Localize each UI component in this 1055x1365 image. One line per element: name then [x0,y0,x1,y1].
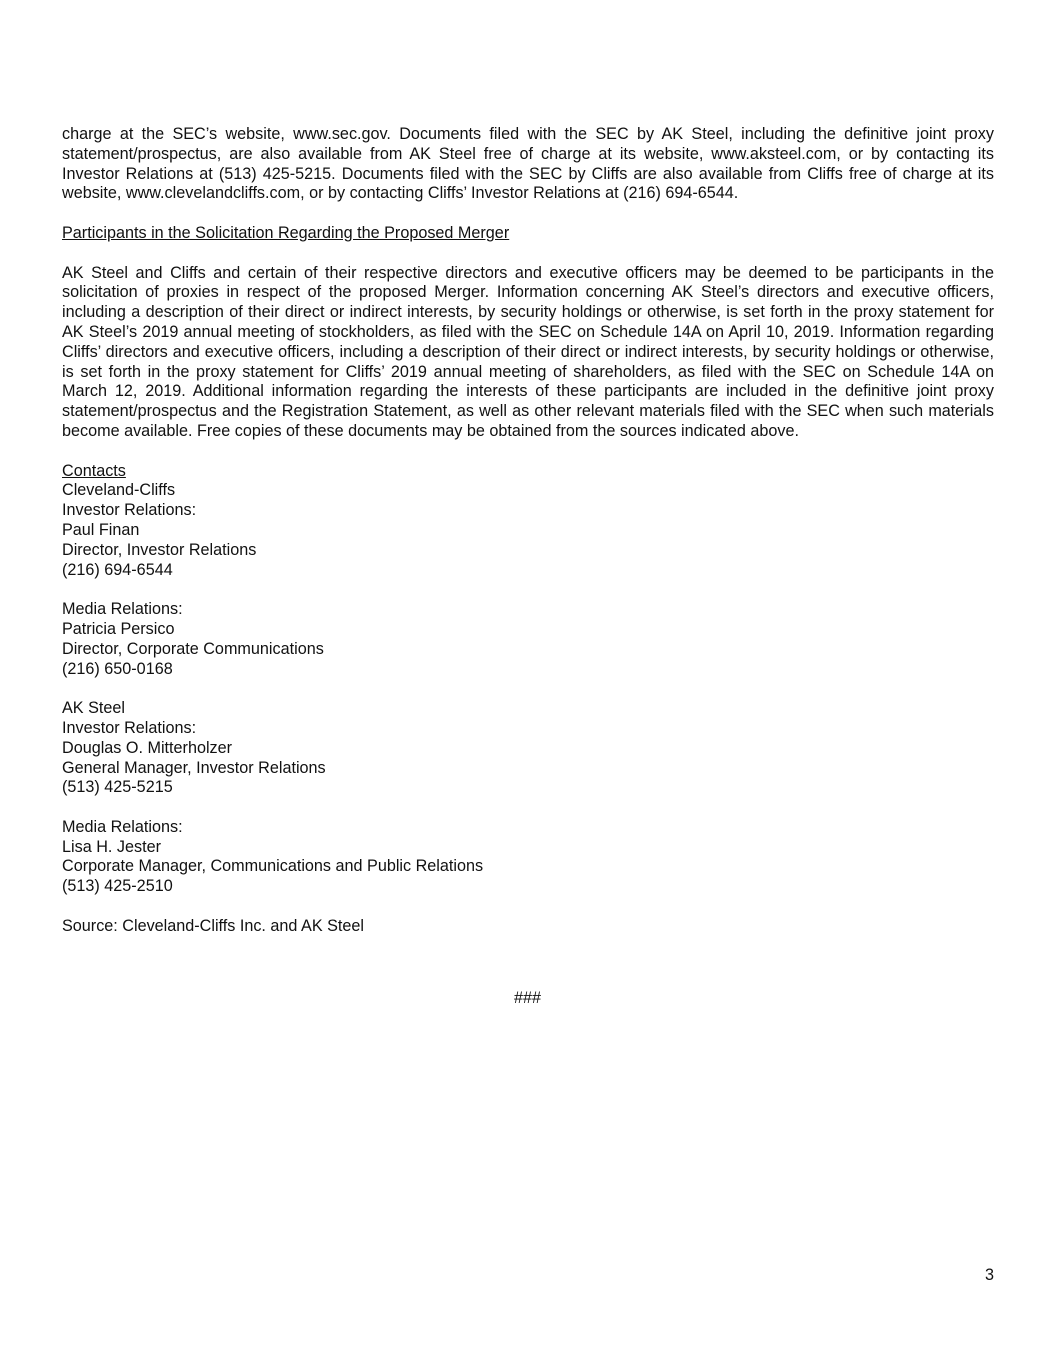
participants-paragraph: AK Steel and Cliffs and certain of their respective directors and executive officers may be deemed to be participants in the solicitation of proxies in respect of the proposed Merger. Information concerning AK Steel’s directors and executive officers, including a description of their direct or indirect interests, by security holdings or otherwise, is set forth in the proxy statement for AK Steel’s 2019 annual meeting of stockholders, as filed with the SEC on Schedule 14A on April 10, 2019. Information regarding Cliffs’ directors and executive officers, including a description of their direct or indirect interests, by security holdings or otherwise, is set forth in the proxy statement for Cliffs’ 2019 annual meeting of shareholders, as filed with the SEC on Schedule 14A on March 12, 2019. Additional information regarding the interests of these participants are included in the definitive joint proxy statement/prospectus and the Registration Statement, as well as other relevant materials filed with the SEC when such materials become available. Free copies of these documents may be obtained from the sources indicated above. [62,263,994,440]
cliffs-investor-title: Director, Investor Relations [62,540,257,559]
contacts-heading: Contacts [62,461,126,480]
aksteel-media-name: Lisa H. Jester [62,837,161,856]
cliffs-company-name: Cleveland-Cliffs [62,481,176,500]
spacer [62,580,994,600]
cliffs-investor-phone: (216) 694-6544 [62,560,173,579]
aksteel-media-phone: (513) 425-2510 [62,877,173,896]
cliffs-investor-label: Investor Relations: [62,501,197,520]
contacts-section [62,462,994,937]
aksteel-investor-name: Douglas O. Mitterholzer [62,738,233,757]
spacer [62,679,994,699]
aksteel-investor-phone: (513) 425-5215 [62,778,173,797]
spacer [62,897,994,917]
spacer [62,798,994,818]
cliffs-contacts [62,481,994,679]
aksteel-media-label: Media Relations: [62,817,183,836]
aksteel-contacts [62,699,994,897]
cliffs-media-name: Patricia Persico [62,619,175,638]
cliffs-media-label: Media Relations: [62,600,183,619]
page-number: 3 [984,1266,994,1284]
cliffs-media-phone: (216) 650-0168 [62,659,173,678]
availability-paragraph: charge at the SEC’s website, www.sec.gov. Documents filed with the SEC by AK Steel, including the definitive joint proxy statement/prospectus, are also available from AK Steel free of charge at its website, www.aksteel.com, or by contacting its Investor Relations at (513) 425-5215. Documents filed with the SEC by Cliffs are also available from Cliffs free of charge at its website, www.clevelandcliffs.com, or by contacting Cliffs’ Investor Relations at (216) 694-6544. [62,125,994,203]
end-mark: ### [513,989,541,1007]
document-body [62,125,994,937]
aksteel-media-title: Corporate Manager, Communications and Public Relations [62,857,484,876]
cliffs-investor-name: Paul Finan [62,520,140,539]
aksteel-investor-title: General Manager, Investor Relations [62,758,326,777]
spacer [62,204,994,224]
aksteel-company-name: AK Steel [62,699,125,718]
spacer [62,442,994,462]
spacer [62,244,994,264]
participants-heading: Participants in the Solicitation Regarding the Proposed Merger [62,223,510,242]
source-line: Source: Cleveland-Cliffs Inc. and AK Steel [62,916,365,935]
cliffs-media-title: Director, Corporate Communications [62,639,324,658]
aksteel-investor-label: Investor Relations: [62,718,197,737]
